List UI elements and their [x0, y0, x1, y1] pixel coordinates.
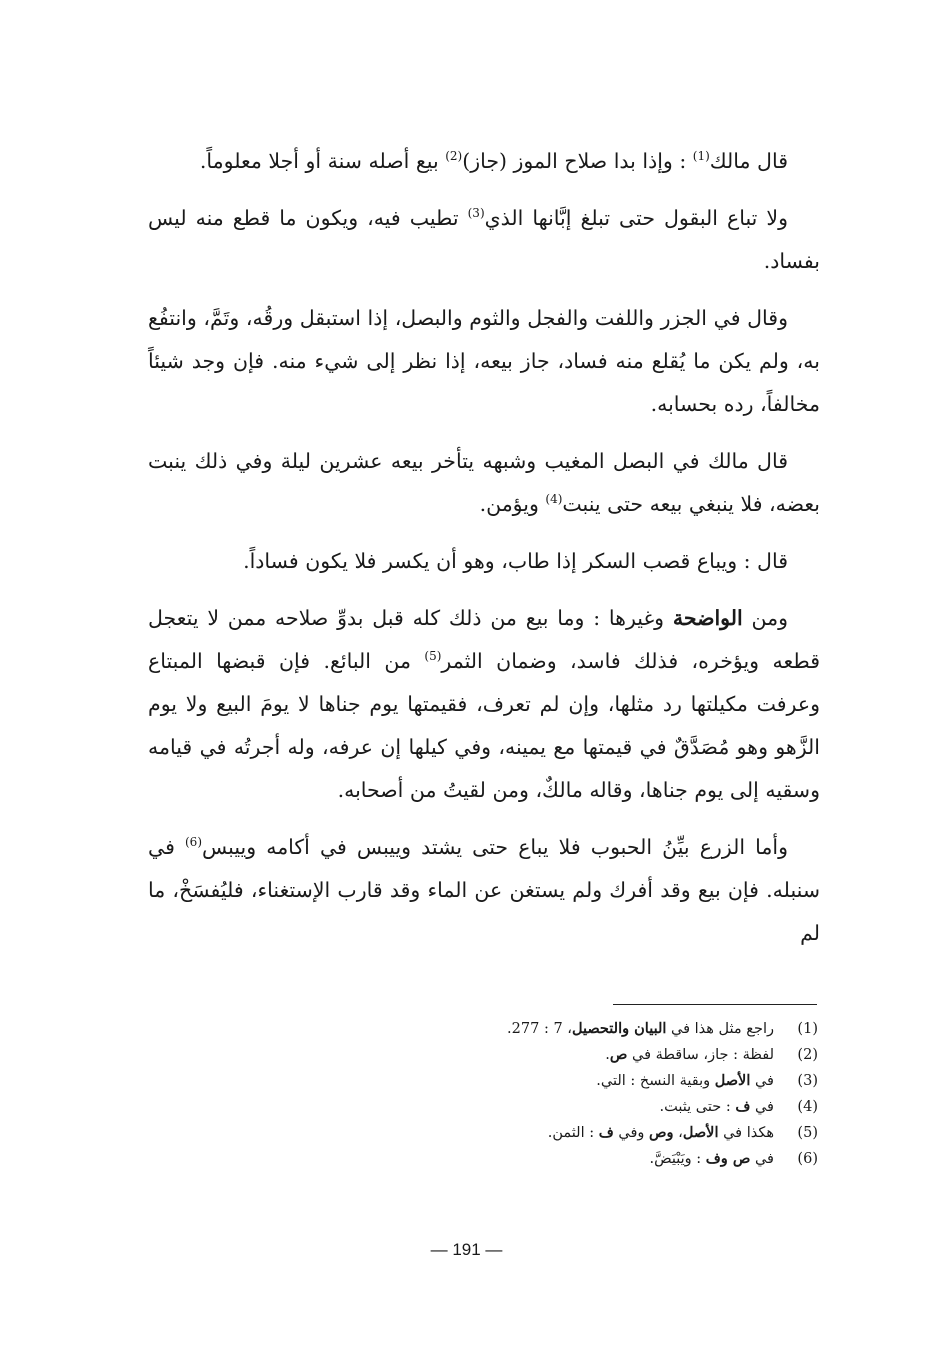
paragraph: [148, 826, 820, 955]
footnote-text: [300, 1094, 774, 1120]
text-run: في سنبله. فإن بيع وقد أفرك ولم يستغن عن الماء وقد قارب الإستغناء، فليُفسَخْ، ما لم: [148, 835, 820, 945]
text-run: بيع أصله سنة أو أجلا معلوماً.: [199, 149, 446, 173]
paragraph: [148, 297, 820, 426]
text-run: قال : ويباع قصب السكر إذا طاب، وهو أن يكسر فلا يكون فساداً.: [243, 549, 788, 573]
footnote-reference: (3): [467, 206, 485, 221]
text-run: ، 7 : 277.: [507, 1021, 572, 1037]
text-run: وبقية النسخ : التي.: [596, 1073, 715, 1089]
text-run: في: [750, 1151, 774, 1167]
footnote-reference: (5): [424, 649, 442, 664]
footnote: [300, 1094, 818, 1120]
text-run: وغيرها : وما بيع من ذلك كله قبل بدوِّ صلاحه ممن لا يتعجل قطعه ويؤخره، فذلك فاسد، وضمان الثمر: [148, 606, 820, 673]
footnote-number: (6): [797, 1151, 818, 1167]
footnote-text: [300, 1120, 774, 1146]
footnote: [300, 1042, 818, 1068]
footnote-text: [300, 1068, 774, 1094]
bold-term: ص وف: [705, 1150, 751, 1167]
footnote-number: (5): [797, 1125, 818, 1141]
footnote: [300, 1120, 818, 1146]
page-number: — 191 —: [430, 1240, 503, 1259]
bold-term: الأصل: [682, 1124, 719, 1141]
footnote-text: [300, 1146, 774, 1172]
text-run: : حتى يثبت.: [659, 1099, 736, 1115]
footnote: [300, 1016, 818, 1042]
footnote-reference: (2): [445, 149, 463, 164]
paragraph: [148, 540, 820, 583]
main-text: [148, 140, 820, 955]
footnote-divider: [613, 1004, 817, 1005]
text-run: هكذا في: [718, 1125, 774, 1141]
text-run: وفي: [613, 1125, 650, 1141]
bold-term: الأصل: [714, 1072, 751, 1089]
text-run: ولا تباع البقول حتى تبلغ إبَّانها الذي: [484, 206, 788, 230]
footnote: [300, 1146, 818, 1172]
footnote-text: [300, 1016, 774, 1042]
footnote-reference: (4): [545, 492, 563, 507]
text-run: : وإذا بدا صلاح الموز (جاز): [462, 149, 693, 173]
text-run: من البائع. فإن قبضها المبتاع وعرفت مكيلتها رد مثلها، وإن لم تعرف، فقيمتها يوم جناها لا يومَ البيع ولا يوم الزَّهو وهو مُصَدَّقٌ في قيمتها مع يمينه، وفي كيلها إن عرفه، وله أجرتُه في قيامه وسقيه إلى يوم جناها، وقاله مالكٌ، ومن لقيتُ من أصحابه.: [148, 649, 820, 802]
bold-term: وص: [649, 1124, 674, 1141]
paragraph: [148, 440, 820, 526]
text-run: وقال في الجزر واللفت والفجل والثوم والبصل، إذا استبقل ورقُه، وتَمَّ، وانتفُع به، ولم يكن ما يُقلع منه فساد، جاز بيعه، إذا نظر إلى شيء منه. فإن وجد شيئاً مخالفاً، رده بحسابه.: [148, 306, 820, 416]
footnotes: [300, 1016, 818, 1172]
text-run: تطيب فيه، ويكون ما قطع منه ليس بفساد.: [148, 206, 820, 273]
paragraph: [148, 140, 820, 183]
text-run: في: [750, 1073, 774, 1089]
text-run: في: [750, 1099, 774, 1115]
text-run: لفظة : جاز، ساقطة في: [627, 1047, 774, 1063]
text-run: : ويَبْيَضَّ.: [649, 1151, 706, 1167]
footnote-number: (3): [797, 1073, 818, 1089]
bold-term: الواضحة: [672, 606, 743, 630]
bold-term: البيان والتحصيل: [571, 1020, 667, 1037]
footnote-text: [300, 1042, 774, 1068]
paragraph: [148, 197, 820, 283]
footnote-number: (2): [797, 1047, 818, 1063]
footnote-number: (1): [797, 1021, 818, 1037]
text-run: ،: [673, 1125, 683, 1141]
footnote: [300, 1068, 818, 1094]
text-run: .: [605, 1047, 610, 1063]
text-run: ويؤمن.: [479, 492, 546, 516]
bold-term: ف: [598, 1124, 614, 1141]
text-run: راجع مثل هذا في: [666, 1021, 774, 1037]
bold-term: ص: [609, 1046, 628, 1063]
text-run: قال مالك في البصل المغيب وشبهه يتأخر بيعه عشرين ليلة وفي ذلك ينبت بعضه، فلا ينبغي بيعه حتى ينبت: [148, 449, 820, 516]
footnote-number: (4): [797, 1099, 818, 1115]
footnote-reference: (1): [692, 149, 710, 164]
text-run: وأما الزرع بيِّنُ الحبوب فلا يباع حتى يشتد وييبس في أكامه وييبس: [202, 835, 788, 859]
text-run: ومن: [742, 606, 788, 630]
paragraph: [148, 597, 820, 812]
text-run: قال مالك: [709, 149, 788, 173]
footnote-reference: (6): [184, 835, 202, 850]
bold-term: ف: [735, 1098, 751, 1115]
text-run: : الثمن.: [547, 1125, 599, 1141]
